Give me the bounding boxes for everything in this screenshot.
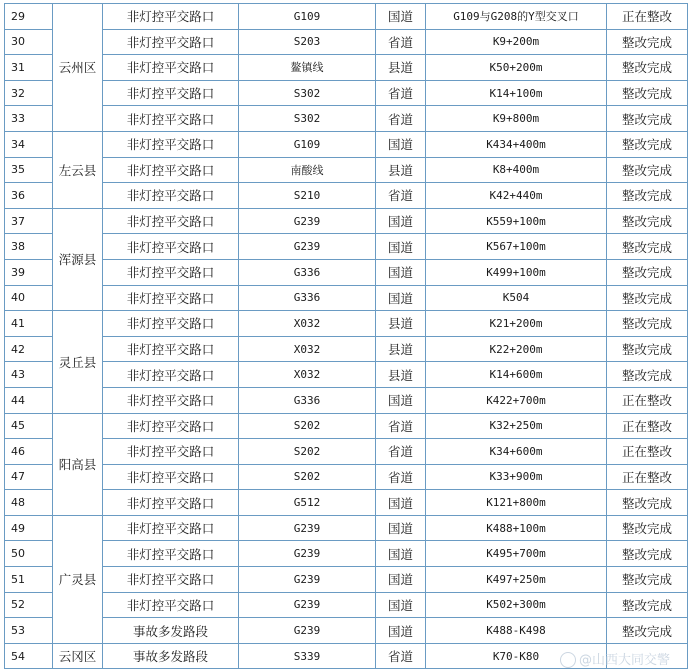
- road-code: G512: [239, 490, 376, 516]
- table-row: [5, 183, 688, 209]
- watermark-text: @山西大同交警: [578, 652, 670, 668]
- hazard-type: 非灯控平交路口: [103, 234, 239, 260]
- road-grade: 国道: [376, 541, 426, 567]
- location: K34+600m: [426, 439, 607, 465]
- row-number: 38: [5, 234, 53, 260]
- table-row: [5, 80, 688, 106]
- road-grade: 国道: [376, 515, 426, 541]
- location: K567+100m: [426, 234, 607, 260]
- table-row: [5, 234, 688, 260]
- road-code: S302: [239, 80, 376, 106]
- row-number: 52: [5, 592, 53, 618]
- road-code: S202: [239, 413, 376, 439]
- row-number: 39: [5, 259, 53, 285]
- hazard-type: 非灯控平交路口: [103, 311, 239, 337]
- table-row: [5, 567, 688, 593]
- location: K499+100m: [426, 259, 607, 285]
- location: K497+250m: [426, 567, 607, 593]
- row-number: 41: [5, 311, 53, 337]
- status: 整改完成: [607, 208, 688, 234]
- road-code: X032: [239, 311, 376, 337]
- status: 整改完成: [607, 311, 688, 337]
- hazard-type: 非灯控平交路口: [103, 80, 239, 106]
- location: K21+200m: [426, 311, 607, 337]
- row-number: 30: [5, 29, 53, 55]
- road-grade: 省道: [376, 183, 426, 209]
- status: 整改完成: [607, 106, 688, 132]
- road-grade: 国道: [376, 387, 426, 413]
- road-code: G336: [239, 387, 376, 413]
- road-code: G239: [239, 567, 376, 593]
- district-cell: 云冈区: [53, 643, 103, 669]
- road-code: G109: [239, 131, 376, 157]
- table-row: [5, 464, 688, 490]
- status: 正在整改: [607, 4, 688, 30]
- table-row: [5, 490, 688, 516]
- hazard-type: 非灯控平交路口: [103, 29, 239, 55]
- row-number: 47: [5, 464, 53, 490]
- status: 整改完成: [607, 234, 688, 260]
- road-code: G239: [239, 618, 376, 644]
- table-row: [5, 259, 688, 285]
- road-grade: 省道: [376, 80, 426, 106]
- row-number: 36: [5, 183, 53, 209]
- location: K32+250m: [426, 413, 607, 439]
- status: 整改完成: [607, 259, 688, 285]
- road-grade: 省道: [376, 439, 426, 465]
- road-grade: 国道: [376, 259, 426, 285]
- table-row: [5, 592, 688, 618]
- district-cell: 左云县: [53, 131, 103, 208]
- row-number: 42: [5, 336, 53, 362]
- table-row: [5, 413, 688, 439]
- table-row: [5, 515, 688, 541]
- row-number: 44: [5, 387, 53, 413]
- hazard-type: 非灯控平交路口: [103, 490, 239, 516]
- status: 整改完成: [607, 55, 688, 81]
- road-code: S210: [239, 183, 376, 209]
- status: 正在整改: [607, 464, 688, 490]
- road-grade: 省道: [376, 413, 426, 439]
- road-code: G336: [239, 259, 376, 285]
- location: K488+100m: [426, 515, 607, 541]
- status: 整改完成: [607, 157, 688, 183]
- district-cell: 浑源县: [53, 208, 103, 310]
- hazard-type: 非灯控平交路口: [103, 464, 239, 490]
- status: 整改完成: [607, 336, 688, 362]
- location: K14+600m: [426, 362, 607, 388]
- location: K50+200m: [426, 55, 607, 81]
- location: K121+800m: [426, 490, 607, 516]
- road-code: G239: [239, 592, 376, 618]
- table-row: [5, 541, 688, 567]
- road-hazard-table: [4, 3, 688, 669]
- road-grade: 省道: [376, 643, 426, 669]
- table-row: [5, 311, 688, 337]
- road-code: S339: [239, 643, 376, 669]
- location: K22+200m: [426, 336, 607, 362]
- table-row: [5, 29, 688, 55]
- location: K559+100m: [426, 208, 607, 234]
- table-row: [5, 55, 688, 81]
- road-grade: 国道: [376, 4, 426, 30]
- location: K422+700m: [426, 387, 607, 413]
- location: K9+200m: [426, 29, 607, 55]
- road-code: S203: [239, 29, 376, 55]
- row-number: 40: [5, 285, 53, 311]
- location: K434+400m: [426, 131, 607, 157]
- hazard-type: 非灯控平交路口: [103, 106, 239, 132]
- road-code: X032: [239, 362, 376, 388]
- status: 正在整改: [607, 413, 688, 439]
- status: 正在整改: [607, 387, 688, 413]
- table-row: [5, 157, 688, 183]
- road-grade: 国道: [376, 618, 426, 644]
- district-cell: 灵丘县: [53, 311, 103, 413]
- status: 整改完成: [607, 490, 688, 516]
- location: K502+300m: [426, 592, 607, 618]
- road-grade: 国道: [376, 208, 426, 234]
- status: 整改完成: [607, 541, 688, 567]
- road-code: 鳌镇线: [239, 55, 376, 81]
- status: 整改完成: [607, 567, 688, 593]
- road-grade: 省道: [376, 106, 426, 132]
- status: 整改完成: [607, 362, 688, 388]
- status: 正在整改: [607, 439, 688, 465]
- table-row: [5, 618, 688, 644]
- status: 整改完成: [607, 80, 688, 106]
- hazard-type: 非灯控平交路口: [103, 336, 239, 362]
- table-row: [5, 285, 688, 311]
- road-grade: 省道: [376, 464, 426, 490]
- row-number: 31: [5, 55, 53, 81]
- hazard-type: 非灯控平交路口: [103, 515, 239, 541]
- hazard-type: 非灯控平交路口: [103, 208, 239, 234]
- hazard-type: 非灯控平交路口: [103, 541, 239, 567]
- hazard-type: 非灯控平交路口: [103, 259, 239, 285]
- status: 整改完成: [607, 131, 688, 157]
- hazard-type: 非灯控平交路口: [103, 439, 239, 465]
- hazard-type: 非灯控平交路口: [103, 183, 239, 209]
- road-code: G109: [239, 4, 376, 30]
- road-grade: 国道: [376, 285, 426, 311]
- row-number: 34: [5, 131, 53, 157]
- hazard-type: 事故多发路段: [103, 643, 239, 669]
- table-row: [5, 208, 688, 234]
- table-row: [5, 439, 688, 465]
- road-grade: 国道: [376, 234, 426, 260]
- district-cell: 广灵县: [53, 515, 103, 643]
- road-code: G239: [239, 541, 376, 567]
- hazard-type: 非灯控平交路口: [103, 55, 239, 81]
- row-number: 51: [5, 567, 53, 593]
- table-row: [5, 4, 688, 30]
- row-number: 54: [5, 643, 53, 669]
- location: K33+900m: [426, 464, 607, 490]
- hazard-type: 非灯控平交路口: [103, 387, 239, 413]
- row-number: 53: [5, 618, 53, 644]
- row-number: 49: [5, 515, 53, 541]
- road-code: G239: [239, 515, 376, 541]
- location: K14+100m: [426, 80, 607, 106]
- road-grade: 县道: [376, 336, 426, 362]
- table-row: [5, 387, 688, 413]
- hazard-type: 事故多发路段: [103, 618, 239, 644]
- road-grade: 县道: [376, 157, 426, 183]
- row-number: 46: [5, 439, 53, 465]
- status: 整改完成: [607, 285, 688, 311]
- row-number: 32: [5, 80, 53, 106]
- road-code: 南酸线: [239, 157, 376, 183]
- location: K8+400m: [426, 157, 607, 183]
- hazard-type: 非灯控平交路口: [103, 362, 239, 388]
- location: K504: [426, 285, 607, 311]
- row-number: 43: [5, 362, 53, 388]
- table-row: [5, 131, 688, 157]
- hazard-type: 非灯控平交路口: [103, 285, 239, 311]
- road-grade: 国道: [376, 592, 426, 618]
- row-number: 35: [5, 157, 53, 183]
- road-grade: 县道: [376, 362, 426, 388]
- district-cell: 云州区: [53, 4, 103, 132]
- hazard-type: 非灯控平交路口: [103, 567, 239, 593]
- status: 整改完成: [607, 183, 688, 209]
- status: 整改完成: [607, 515, 688, 541]
- road-code: G239: [239, 208, 376, 234]
- road-grade: 国道: [376, 131, 426, 157]
- status: 整改完成: [607, 618, 688, 644]
- hazard-type: 非灯控平交路口: [103, 592, 239, 618]
- road-code: S202: [239, 439, 376, 465]
- district-cell: 阳高县: [53, 413, 103, 515]
- table-row: [5, 362, 688, 388]
- weibo-icon: [560, 652, 576, 668]
- location: K488-K498: [426, 618, 607, 644]
- road-code: S202: [239, 464, 376, 490]
- road-code: X032: [239, 336, 376, 362]
- location: K70-K80: [426, 643, 607, 669]
- status: 整改完成: [607, 592, 688, 618]
- row-number: 48: [5, 490, 53, 516]
- location: K42+440m: [426, 183, 607, 209]
- location: K495+700m: [426, 541, 607, 567]
- hazard-type: 非灯控平交路口: [103, 4, 239, 30]
- row-number: 45: [5, 413, 53, 439]
- road-grade: 国道: [376, 567, 426, 593]
- road-grade: 省道: [376, 29, 426, 55]
- status: 整改完成: [607, 29, 688, 55]
- road-code: G336: [239, 285, 376, 311]
- table-row: [5, 106, 688, 132]
- row-number: 29: [5, 4, 53, 30]
- hazard-type: 非灯控平交路口: [103, 131, 239, 157]
- location: K9+800m: [426, 106, 607, 132]
- hazard-type: 非灯控平交路口: [103, 157, 239, 183]
- row-number: 37: [5, 208, 53, 234]
- table-row: [5, 336, 688, 362]
- watermark: [560, 649, 670, 669]
- table-body: [5, 4, 688, 669]
- road-grade: 国道: [376, 490, 426, 516]
- road-code: S302: [239, 106, 376, 132]
- hazard-type: 非灯控平交路口: [103, 413, 239, 439]
- road-code: G239: [239, 234, 376, 260]
- location: G109与G208的Y型交叉口: [426, 4, 607, 30]
- road-grade: 县道: [376, 311, 426, 337]
- row-number: 50: [5, 541, 53, 567]
- row-number: 33: [5, 106, 53, 132]
- road-grade: 县道: [376, 55, 426, 81]
